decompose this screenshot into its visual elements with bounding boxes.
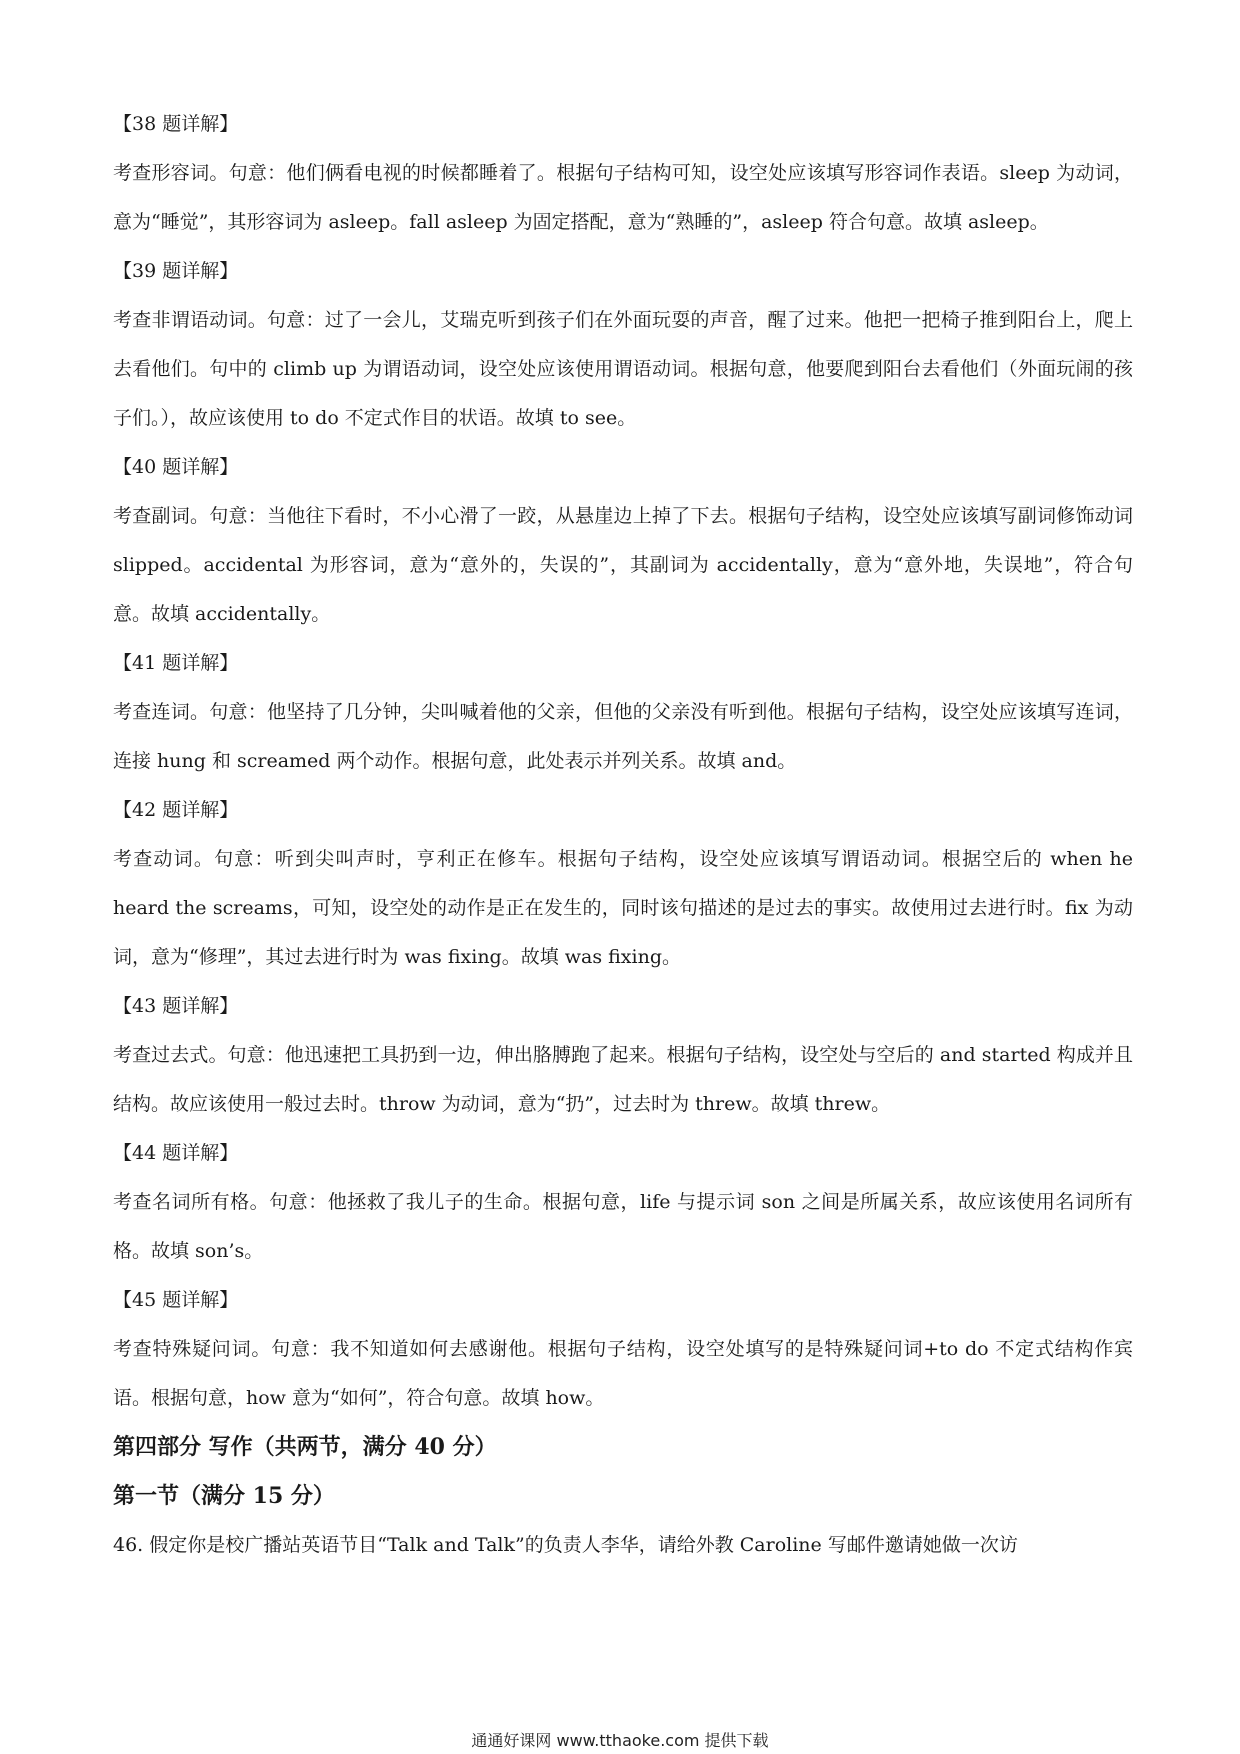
question-heading: 【42 题详解】: [113, 799, 239, 821]
section1-title: 第一节（满分 15 分）: [113, 1483, 335, 1509]
question-heading: 【39 题详解】: [113, 260, 239, 282]
question-explanation: 考查副词。句意：当他往下看时，不小心滑了一跤，从悬崖边上掉了下去。根据句子结构，设空处应该填写副词修饰动词 slipped。accidental 为形容词，意为“意外的，失误的”，其副词为 accidentally，意为“意外地，失误地”，符合句意。故填 accidentally。: [113, 505, 1133, 625]
question-heading: 【44 题详解】: [113, 1142, 239, 1164]
explanation-43: [113, 982, 1133, 1129]
page-footer: 通通好课网 www.tthaoke.com 提供下载: [471, 1731, 769, 1750]
question-explanation: 考查特殊疑问词。句意：我不知道如何去感谢他。根据句子结构，设空处填写的是特殊疑问词+to do 不定式结构作宾语。根据句意，how 意为“如何”，符合句意。故填 how。: [113, 1338, 1133, 1409]
explanation-41: [113, 639, 1133, 786]
explanation-44: [113, 1129, 1133, 1276]
question-heading: 【45 题详解】: [113, 1289, 239, 1311]
part4-title: 第四部分 写作（共两节，满分 40 分）: [113, 1434, 497, 1460]
question-explanation: 考查动词。句意：听到尖叫声时，亨利正在修车。根据句子结构，设空处应该填写谓语动词。根据空后的 when he heard the screams，可知，设空处的动作是正在发生的，同时该句描述的是过去的事实。故使用过去进行时。fix 为动词，意为“修理”，其过去进行时为 was fixing。故填 was fixing。: [113, 848, 1133, 968]
explanation-42: [113, 786, 1133, 982]
document-page: [113, 100, 1133, 1570]
question-explanation: 考查形容词。句意：他们俩看电视的时候都睡着了。根据句子结构可知，设空处应该填写形容词作表语。sleep 为动词，意为“睡觉”，其形容词为 asleep。fall asleep 为固定搭配，意为“熟睡的”，asleep 符合句意。故填 asleep。: [113, 162, 1133, 233]
explanation-38: [113, 100, 1133, 247]
question-heading: 【41 题详解】: [113, 652, 239, 674]
question-heading: 【43 题详解】: [113, 995, 239, 1017]
explanation-40: [113, 443, 1133, 639]
explanation-39: [113, 247, 1133, 443]
question-46-text: 46. 假定你是校广播站英语节目“Talk and Talk”的负责人李华，请给外教 Caroline 写邮件邀请她做一次访: [113, 1534, 1018, 1556]
question-explanation: 考查过去式。句意：他迅速把工具扔到一边，伸出胳膊跑了起来。根据句子结构，设空处与空后的 and started 构成并且结构。故应该使用一般过去时。throw 为动词，意为“扔”，过去时为 threw。故填 threw。: [113, 1044, 1133, 1115]
question-heading: 【40 题详解】: [113, 456, 239, 478]
question-explanation: 考查名词所有格。句意：他拯救了我儿子的生命。根据句意，life 与提示词 son 之间是所属关系，故应该使用名词所有格。故填 son’s。: [113, 1191, 1133, 1262]
question-heading: 【38 题详解】: [113, 113, 239, 135]
question-explanation: 考查非谓语动词。句意：过了一会儿，艾瑞克听到孩子们在外面玩耍的声音，醒了过来。他把一把椅子推到阳台上，爬上去看他们。句中的 climb up 为谓语动词，设空处应该使用谓语动词。根据句意，他要爬到阳台去看他们（外面玩闹的孩子们。），故应该使用 to do 不定式作目的状语。故填 to see。: [113, 309, 1133, 429]
question-explanation: 考查连词。句意：他坚持了几分钟，尖叫喊着他的父亲，但他的父亲没有听到他。根据句子结构，设空处应该填写连词，连接 hung 和 screamed 两个动作。根据句意，此处表示并列关系。故填 and。: [113, 701, 1133, 772]
explanation-45: [113, 1276, 1133, 1423]
